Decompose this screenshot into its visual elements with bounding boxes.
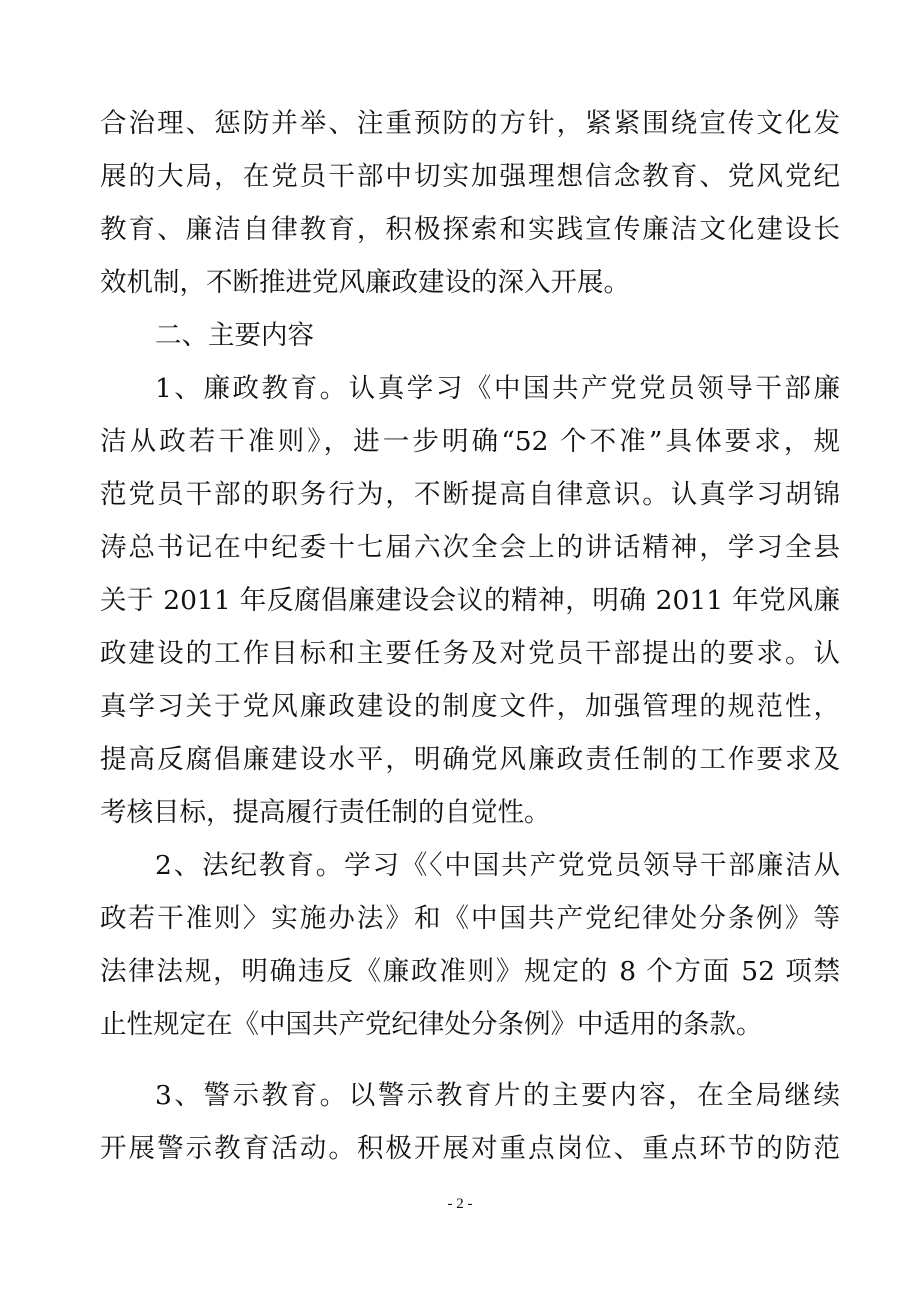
body-text-line: 2、法纪教育。学习《〈中国共产党党员领导干部廉洁从 (155, 850, 840, 881)
body-text-line: 教育、廉洁自律教育，积极探索和实践宣传廉洁文化建设长 (100, 214, 840, 245)
body-text-line: 法律法规，明确违反《廉政准则》规定的 8 个方面 52 项禁 (100, 956, 840, 987)
body-text-line: 3、警示教育。以警示教育片的主要内容，在全局继续 (155, 1080, 840, 1111)
body-text-line: 开展警示教育活动。积极开展对重点岗位、重点环节的防范 (100, 1133, 840, 1164)
body-text-line: 真学习关于党风廉政建设的制度文件，加强管理的规范性， (100, 691, 840, 722)
body-text-line: 涛总书记在中纪委十七届六次全会上的讲话精神，学习全县 (100, 532, 840, 563)
body-text-line: 洁从政若干准则》，进一步明确“52 个不准”具体要求，规 (100, 426, 840, 457)
body-text-line: 考核目标，提高履行责任制的自觉性。 (100, 797, 551, 828)
body-text-line: 关于 2011 年反腐倡廉建设会议的精神，明确 2011 年党风廉 (100, 585, 840, 616)
body-text-line: 政建设的工作目标和主要任务及对党员干部提出的要求。认 (100, 638, 840, 669)
body-text-line: 范党员干部的职务行为，不断提高自律意识。认真学习胡锦 (100, 479, 840, 510)
page-number: - 2 - (447, 1196, 473, 1212)
body-text-line: 1、廉政教育。认真学习《中国共产党党员领导干部廉 (155, 373, 840, 404)
body-text-line: 止性规定在《中国共产党纪律处分条例》中适用的条款。 (100, 1009, 763, 1040)
body-text-line: 效机制，不断推进党风廉政建设的深入开展。 (100, 267, 630, 298)
body-text-line: 合治理、惩防并举、注重预防的方针，紧紧围绕宣传文化发 (100, 108, 840, 139)
body-text-line: 展的大局，在党员干部中切实加强理想信念教育、党风党纪 (100, 161, 840, 192)
body-text-line: 提高反腐倡廉建设水平，明确党风廉政责任制的工作要求及 (100, 744, 840, 775)
body-text-line: 政若干准则〉实施办法》和《中国共产党纪律处分条例》等 (100, 903, 840, 934)
section-heading: 二、主要内容 (155, 320, 314, 351)
